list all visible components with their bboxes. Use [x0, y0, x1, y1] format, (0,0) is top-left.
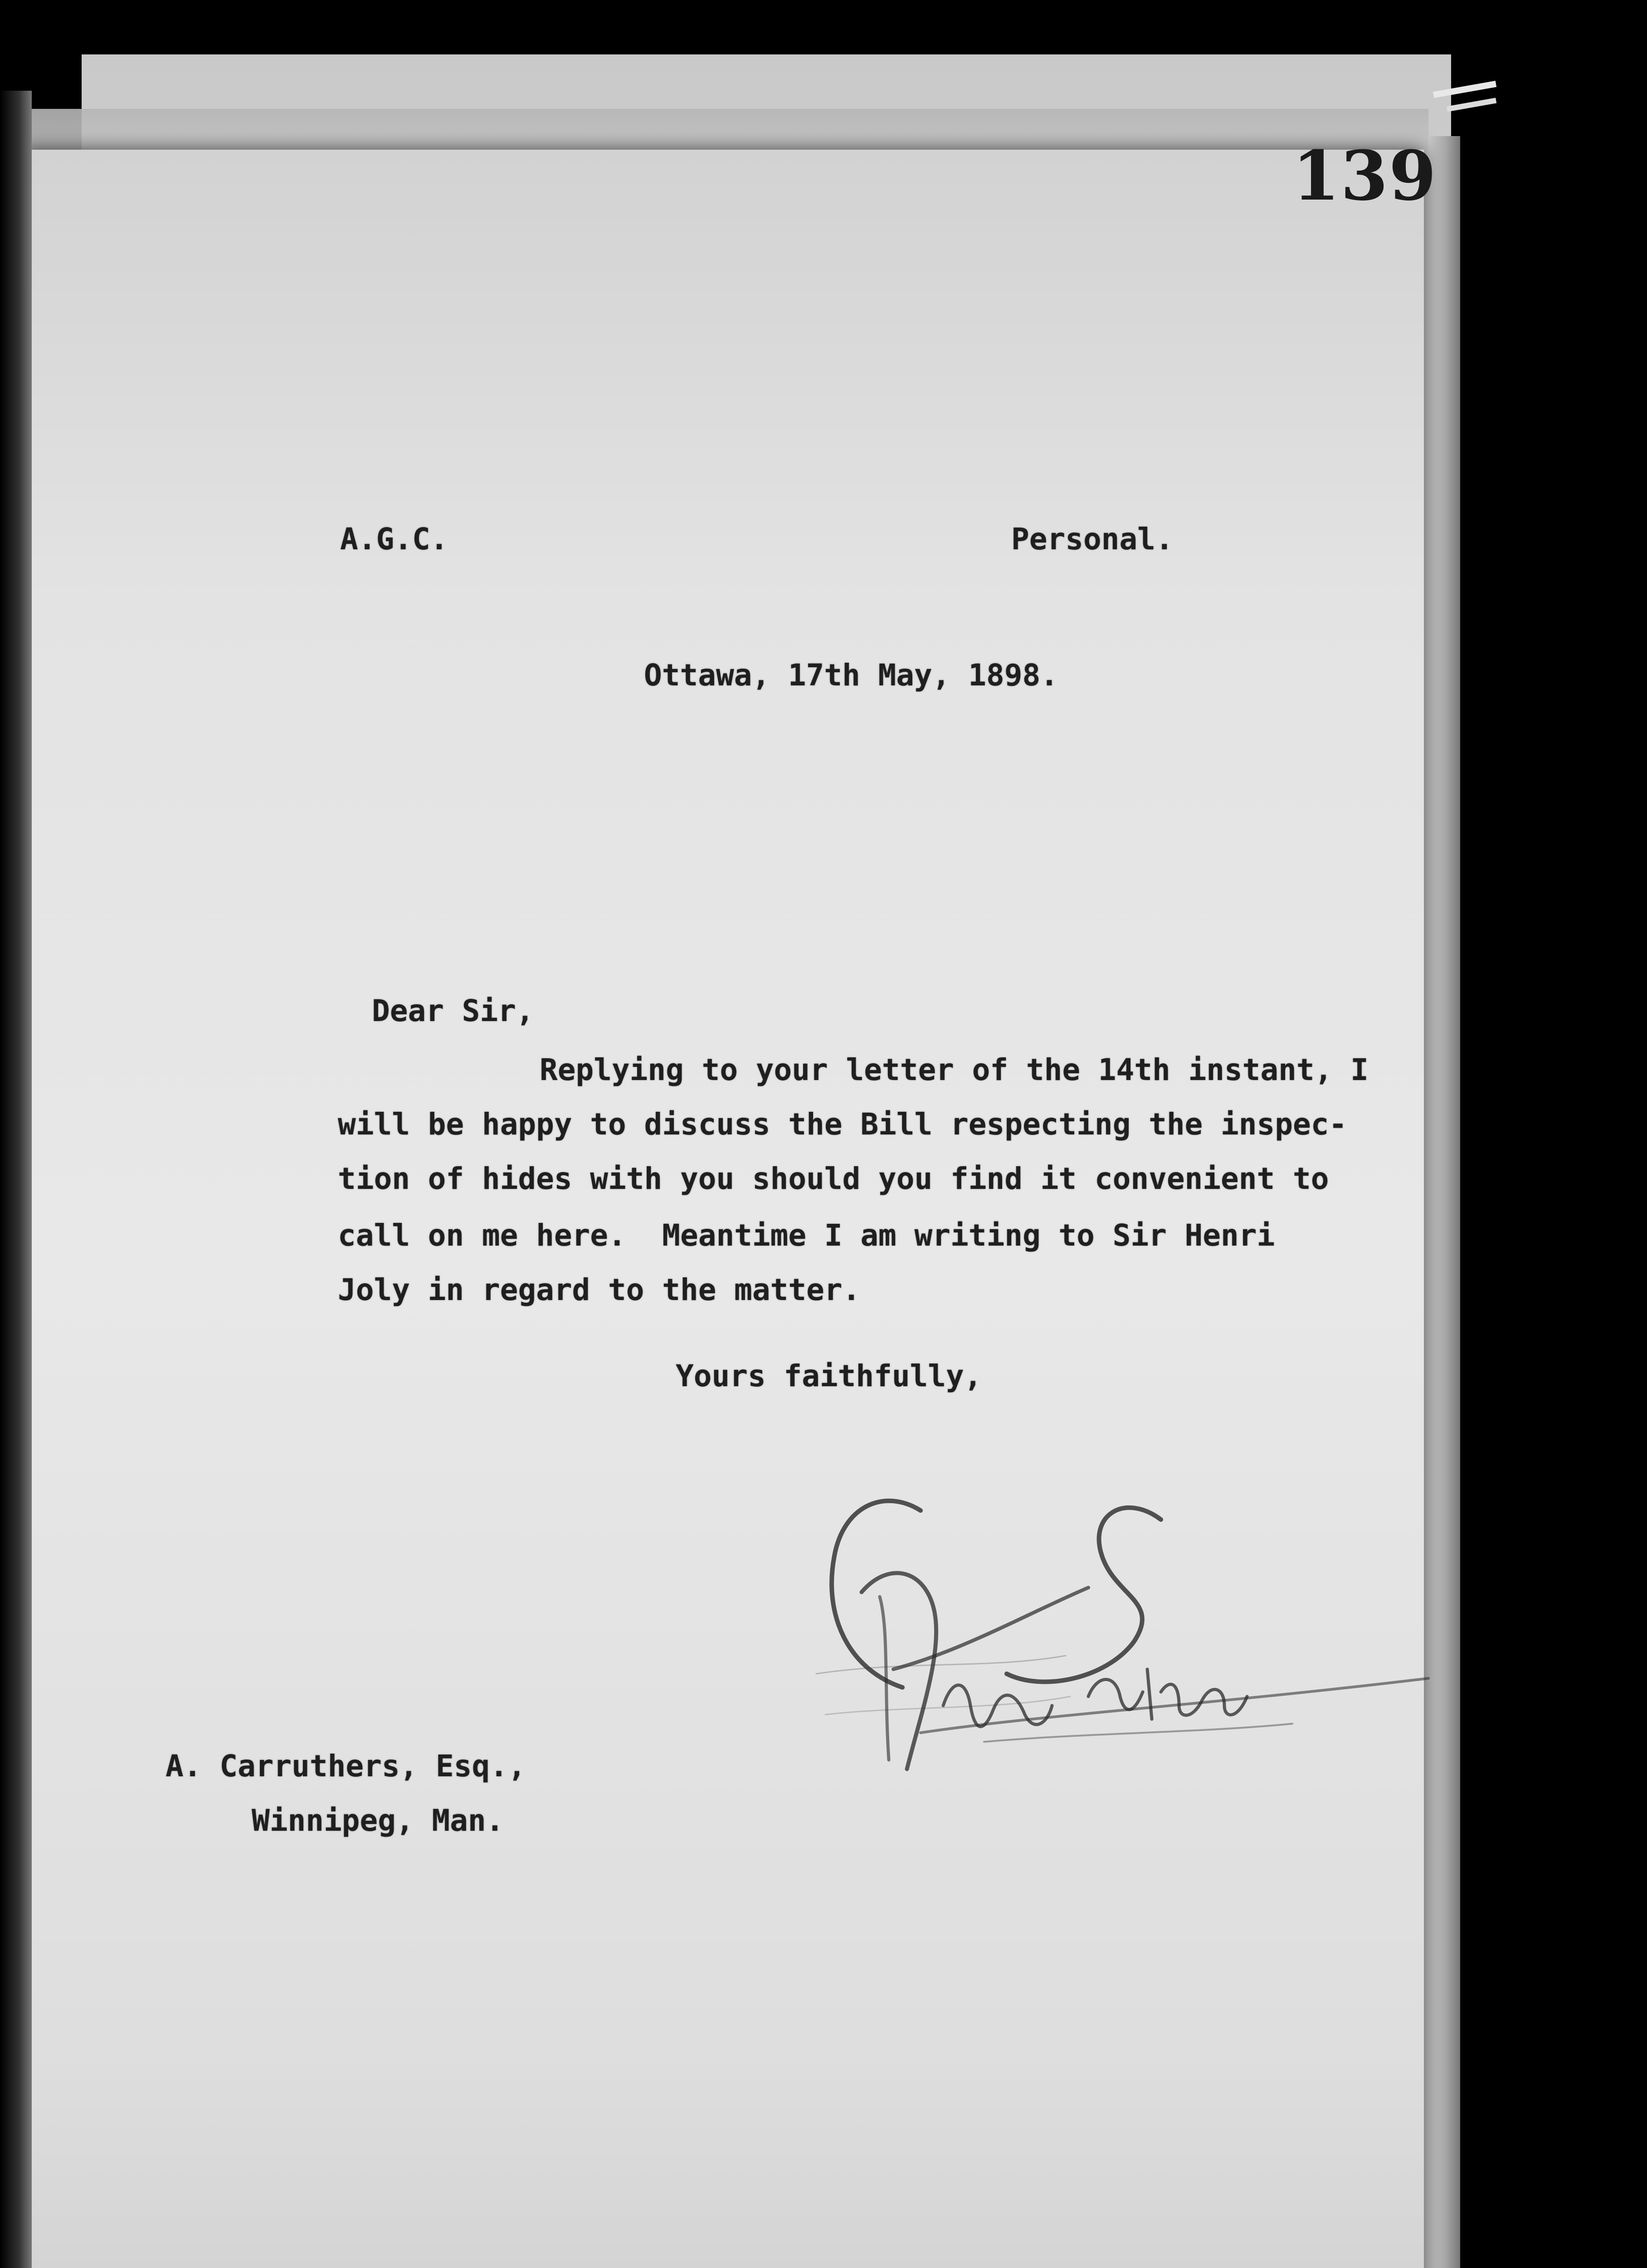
salutation: Dear Sir, [372, 993, 534, 1028]
back-sheet-edge [1424, 136, 1460, 2268]
left-edge-shadow [0, 91, 32, 2268]
body-line: tion of hides with you should you find it convenient to [338, 1161, 1329, 1196]
body-line: Joly in regard to the matter. [338, 1272, 861, 1307]
personal-marking: Personal. [1011, 522, 1174, 557]
body-line: call on me here. Meantime I am writing to Sir Henri [338, 1218, 1275, 1253]
closing: Yours faithfully, [676, 1359, 982, 1393]
body-line: Replying to your letter of the 14th instant, I [540, 1052, 1369, 1087]
addressee-name: A. Carruthers, Esq., [166, 1749, 526, 1784]
body-line: will be happy to discuss the Bill respecting the inspec- [338, 1107, 1347, 1142]
addressee-location: Winnipeg, Man. [252, 1803, 504, 1838]
handwritten-signature [771, 1479, 1451, 1805]
reference-code: A.G.C. [340, 522, 448, 557]
folio-number: 139 [1292, 136, 1437, 216]
place-date: Ottawa, 17th May, 1898. [644, 658, 1058, 693]
letter-page [23, 150, 1424, 2268]
